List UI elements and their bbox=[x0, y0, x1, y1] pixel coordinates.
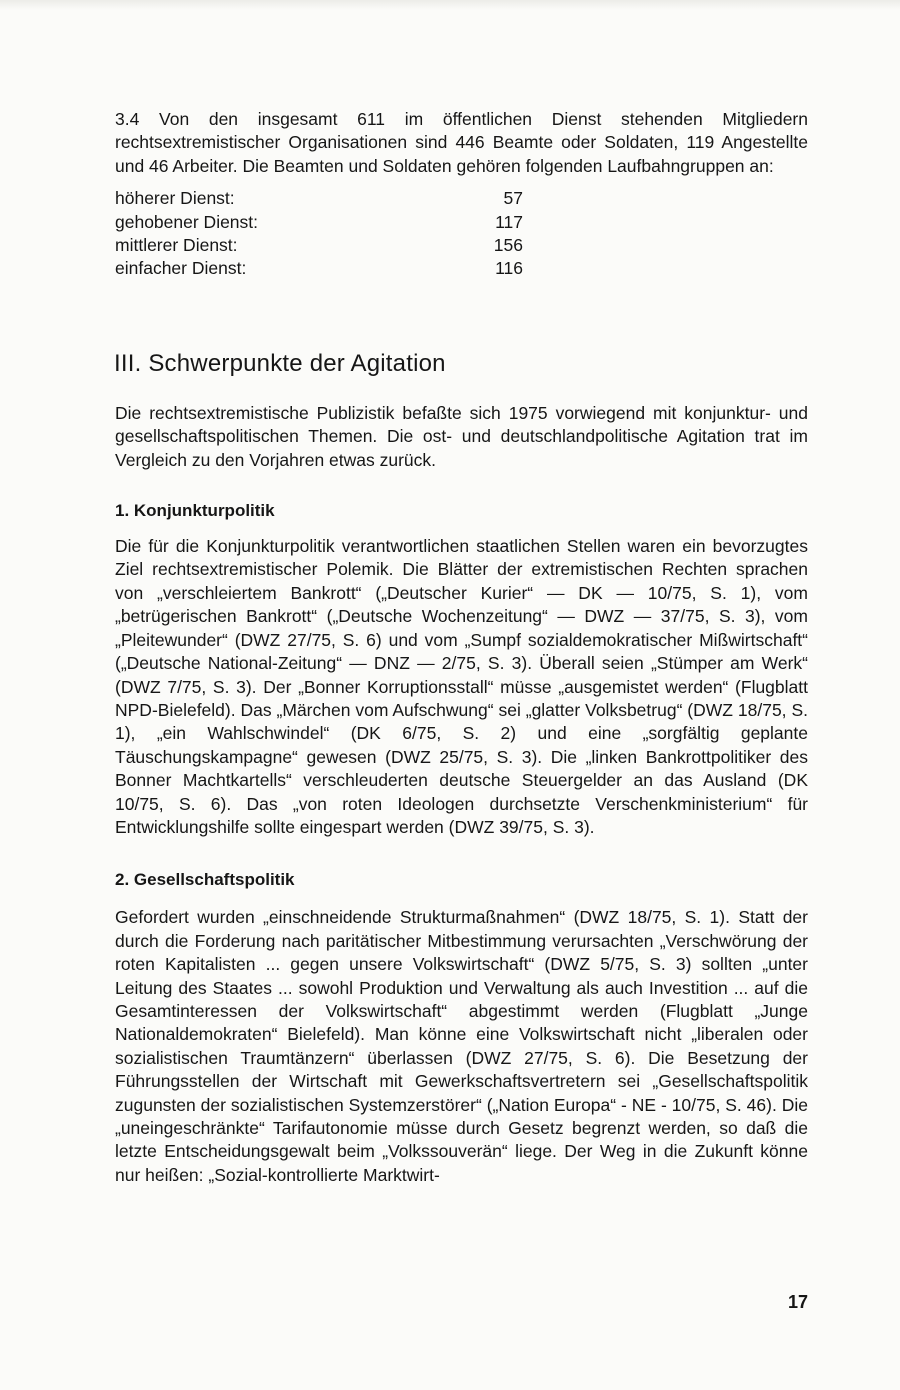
chapter-intro-paragraph: Die rechtsextremistische Publizistik befaßte sich 1975 vorwiegend mit konjunktur- und gesellschaftspolitischen Themen. Die ost- und deutschlandpolitische Agitation trat im Vergleich zu den Vorjahren etwas zurück. bbox=[115, 402, 808, 470]
list-item bbox=[115, 234, 808, 257]
career-group-list bbox=[115, 187, 808, 281]
section-konjunkturpolitik-text: Die für die Konjunkturpolitik verantwortlichen staatlichen Stellen waren ein bevorzugtes Ziel rechtsextremistischer Polemik. Die Blätter der extremistischen Rechten sprachen von „verschleiertem Bankrott“ („Deutscher Kurier“ — DK — 10/75, S. 1), vom „betrügerischen Bankrott“ („Deutsche Wochenzeitung“ — DWZ — 37/75, S. 3), vom „Pleitewunder“ (DWZ 27/75, S. 6) und vom „Sumpf sozialdemokratischer Mißwirtschaft“ („Deutsche National-Zeitung“ — DNZ — 2/75, S. 3). Überall seien „Stümper am Werk“ (DWZ 7/75, S. 3). Der „Bonner Korruptionsstall“ müsse „ausgemistet werden“ (Flugblatt NPD-Bielefeld). Das „Märchen vom Aufschwung“ sei „glatter Volksbetrug“ (DWZ 18/75, S. 1), „ein Wahlschwindel“ (DK 6/75, S. 2) und eine „sorgfältig geplante Täuschungskampagne“ gewesen (DWZ 25/75, S. 3). Die „linken Bankrottpolitiker des Bonner Machtkartells“ verschleuderten deutsche Steuergelder an das Ausland (DK 10/75, S. 6). Das „von roten Ideologen durchsetzte Verschenkministerium“ für Entwicklungshilfe sollte eingespart werden (DWZ 39/75, S. 3). bbox=[115, 536, 808, 837]
career-group-label: mittlerer Dienst: bbox=[115, 235, 238, 256]
chapter-title: III. Schwerpunkte der Agitation bbox=[114, 349, 446, 377]
section-heading-konjunkturpolitik: 1. Konjunkturpolitik bbox=[115, 501, 275, 521]
page-number: 17 bbox=[787, 1292, 808, 1312]
section-gesellschaftspolitik-text: Gefordert wurden „einschneidende Strukturmaßnahmen“ (DWZ 18/75, S. 1). Statt der durch die Forderung nach paritätischer Mitbestimmung verursachten „Verschwörung der roten Kapitalisten ... gegen unsere Volkswirtschaft“ (DWZ 5/75, S. 3) sollten „unter Leitung des Staates ... sowohl Produktion und Verwaltung als auch Investition ... auf die Gesamtinteressen der Volkswirtschaft“ abgestimmt werden (Flugblatt „Junge Nationaldemokraten“ Bielefeld). Man könne eine Volkswirtschaft nicht „liberalen oder sozialistischen Traumtänzern“ überlassen (DWZ 27/75, S. 6). Die Besetzung der Führungsstellen der Wirtschaft mit Gewerkschaftsvertretern sei „Gesellschaftspolitik zugunsten der sozialistischen Systemzerstörer“ („Nation Europa“ - NE - 10/75, S. 46). Die „uneingeschränkte“ Tarifautonomie müsse durch Gesetz begrenzt werden, so daß die letzte Entscheidungsgewalt beim „Volkssouverän“ liege. Der Weg in die Zukunft könne nur heißen: „Sozial-kontrollierte Marktwirt- bbox=[115, 907, 808, 1185]
list-item bbox=[115, 187, 808, 210]
list-item bbox=[115, 257, 808, 280]
scan-edge bbox=[0, 0, 900, 10]
intro-paragraph: 3.4 Von den insgesamt 611 im öffentlichen Dienst stehenden Mitgliedern rechtsextremistischer Organisationen sind 446 Beamte oder Soldaten, 119 Angestellte und 46 Arbeiter. Die Beamten und Soldaten gehören folgenden Laufbahngruppen an: bbox=[115, 109, 808, 176]
section-heading-gesellschaftspolitik: 2. Gesellschaftspolitik bbox=[115, 870, 295, 890]
career-group-label: einfacher Dienst: bbox=[115, 258, 247, 279]
career-group-count: 116 bbox=[495, 258, 523, 279]
career-group-label: höherer Dienst: bbox=[115, 188, 235, 209]
career-group-count: 156 bbox=[493, 235, 523, 256]
career-group-count: 117 bbox=[495, 211, 523, 232]
career-group-count: 57 bbox=[503, 188, 523, 209]
list-item bbox=[115, 211, 808, 234]
career-group-label: gehobener Dienst: bbox=[115, 211, 259, 232]
